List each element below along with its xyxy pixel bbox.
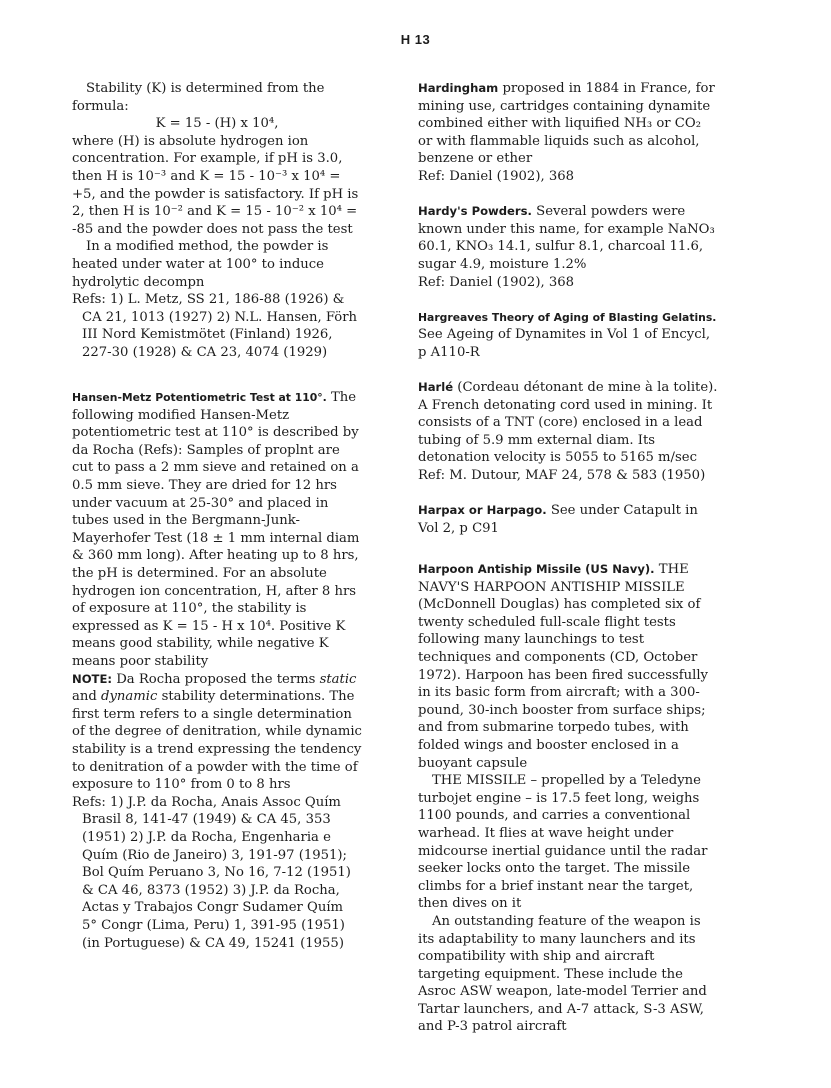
harpax-heading: Harpax or Harpago. [418, 503, 547, 518]
hansen-metz-heading: Hansen-Metz Potentiometric Test at 110°. [72, 391, 327, 405]
hardingham-entry [418, 80, 718, 168]
missile-paragraph: THE MISSILE – propelled by a Teledyne turbojet engine – is 17.5 feet long, weighs 1100 pounds, and carries a conventional warhead. It flies at wave height under midcourse inertial guidance until the radar seeker locks onto the target. The missile climbs for a brief instant near the target, then dives on it [418, 773, 708, 912]
harpoon-entry [418, 561, 718, 772]
harle-ref: Ref: M. Dutour, MAF 24, 578 & 583 (1950) [418, 468, 706, 484]
harpoon-heading: Harpoon Antiship Missile (US Navy). [418, 562, 655, 577]
hansen-metz-entry [72, 389, 362, 671]
formula-description: where (H) is absolute hydrogen ion concentration. For example, if pH is 3.0, then H is 10⁻³ and K = 15 - 10⁻³ x 10⁴ = +5, and the powder is satisfactory. If pH is 2, then H is 10⁻² and K = 15 - 10⁻² x 10⁴ = -85 and the powder does not pass the test [72, 133, 359, 237]
note-static-term: static [319, 671, 357, 687]
note-text-b: stability determinations. The first term refers to a single determination of the degree of denitration, while dynamic stability is a trend expressing the tendency to denitration of a powder with the time of exposure to 110° from 0 to 8 hrs [72, 689, 362, 793]
harpoon-body: (McDonnell Douglas) has completed six of twenty scheduled full-scale flight tests following many launchings to test techniques and components (CD, October 1972). Harpoon has been fired successfully in its basic form from aircraft; with a 300-pound, 30-inch booster from surface ships; and from submarine torpedo tubes, with folded wings and booster enclosed in a buoyant capsule [418, 597, 708, 771]
harpax-entry [418, 502, 718, 537]
hargreaves-entry [418, 309, 718, 362]
hansen-metz-body: The following modified Hansen-Metz potentiometric test at 110° is described by da Rocha (Refs): Samples of proplnt are cut to pass a 2 mm sieve and retained on a 0.5 mm sieve. They are dried for 12 hrs under vacuum at 25-30° and placed in tubes used in the Bergmann-Junk-Mayerhofer Test (18 ± 1 mm internal diam & 360 mm long). After heating up to 8 hrs, the pH is determined. For an absolute hydrogen ion concentration, H, after 8 hrs of exposure at 110°, the stability is expressed as K = 15 - H x 10⁴. Positive K means good stability, while negative K means poor stability [72, 390, 360, 669]
hardys-entry [418, 203, 718, 273]
hardingham-body: proposed in 1884 in France, for mining use, cartridges containing dynamite combined either with liquified NH₃ or CO₂ or with flammable liquids such as alcohol, benzene or ether [418, 81, 715, 167]
harle-body: (Cordeau détonant de mine à la tolite). A French detonating cord used in mining. It consists of a TNT (core) enclosed in a lead tubing of 5.9 mm external diam. Its detonation velocity is 5055 to 5165 m/sec [418, 380, 718, 466]
note-label: NOTE: [72, 671, 113, 686]
harpoon-title: THE NAVY'S HARPOON ANTISHIP MISSILE [418, 562, 689, 595]
note-text-a: Da Rocha proposed the terms [116, 671, 316, 687]
left-column [72, 80, 362, 952]
hardys-body: Several powders were known under this name, for example NaNO₃ 60.1, KNO₃ 14.1, sulfur 8.1, charcoal 11.6, sugar 4.9, moisture 1.2% [418, 204, 715, 272]
refs-block-2: Refs: 1) J.P. da Rocha, Anais Assoc Quím Brasil 8, 141-47 (1949) & CA 45, 353 (1951) 2) J.P. da Rocha, Engenharia e Quím (Rio de Janeiro) 3, 191-97 (1951); Bol Quím Peruano 3, No 16, 7-12 (1951) & CA 46, 8373 (1952) 3) J.P. da Rocha, Actas y Trabajos Congr Sudamer Quím 5° Congr (Lima, Peru) 1, 391-95 (1951) (in Portuguese) & CA 49, 15241 (1955) [72, 794, 351, 951]
note-paragraph [72, 671, 362, 794]
note-and: and [72, 689, 97, 705]
right-column [418, 80, 718, 1036]
refs-block-1: Refs: 1) L. Metz, SS 21, 186-88 (1926) & CA 21, 1013 (1927) 2) N.L. Hansen, Förh III Nord Kemistmötet (Finland) 1926, 227-30 (1928) & CA 23, 4074 (1929) [72, 292, 357, 360]
harpax-body: See under Catapult in Vol 2, p C91 [418, 503, 698, 536]
modified-method: In a modified method, the powder is heated under water at 100° to induce hydrolytic decompn [72, 239, 329, 290]
note-dynamic-term: dynamic [101, 689, 158, 705]
stability-formula: K = 15 - (H) x 10⁴, [155, 116, 279, 132]
stability-intro: Stability (K) is determined from the formula: [72, 81, 325, 114]
hardys-ref: Ref: Daniel (1902), 368 [418, 274, 575, 290]
hargreaves-heading: Hargreaves Theory of Aging of Blasting Gelatins. [418, 310, 717, 324]
page-number-header: H 13 [400, 32, 431, 47]
harle-entry [418, 379, 718, 467]
hardys-heading: Hardy's Powders. [418, 204, 532, 219]
feature-paragraph: An outstanding feature of the weapon is its adaptability to many launchers and its compatibility with ship and aircraft targeting equipment. These include the Asroc ASW weapon, late-model Terrier and Tartar launchers, and A-7 attack, S-3 ASW, and P-3 patrol aircraft [418, 913, 707, 1035]
hardingham-ref: Ref: Daniel (1902), 368 [418, 168, 575, 184]
hargreaves-body: See Ageing of Dynamites in Vol 1 of Encycl, p A110-R [418, 327, 711, 360]
hardingham-heading: Hardingham [418, 81, 499, 95]
harle-heading: Harlé [418, 380, 454, 395]
